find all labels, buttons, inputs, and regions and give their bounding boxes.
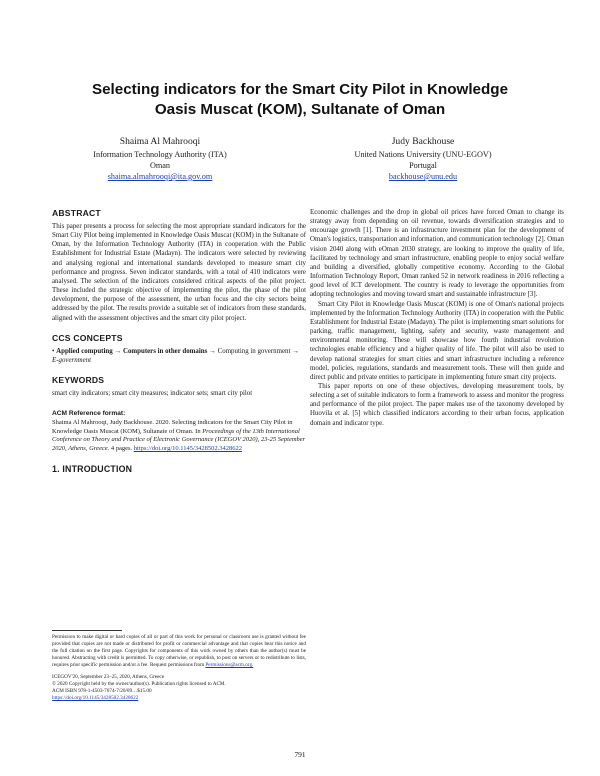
right-column	[310, 208, 564, 428]
ccs-term-computers-other-domains: Computers in other domains	[123, 347, 208, 355]
acm-ref-pages: 4 pages.	[110, 445, 133, 453]
ccs-bullet: •	[52, 347, 55, 355]
title-line-2: Oasis Muscat (KOM), Sultanate of Oman	[154, 101, 446, 118]
author-country: Portugal	[409, 161, 437, 170]
author-affiliation: United Nations University (UNU-EGOV)	[354, 150, 492, 159]
page-number: 791	[294, 750, 306, 759]
conference-line: ICEGOV'20, September 23–25, 2020, Athens, Greece	[52, 674, 165, 680]
author-email-link[interactable]: shaima.almahrooqi@ita.gov.om	[107, 172, 213, 181]
title-line-1: Selecting indicators for the Smart City Pilot in Knowledge	[91, 81, 509, 98]
permission-notice	[52, 634, 306, 669]
copyright-line: © 2020 Copyright held by the owner/author(s). Publication rights licensed to ACM.	[52, 681, 226, 687]
left-column	[52, 208, 306, 478]
ccs-arrow: →	[209, 347, 216, 355]
author-affiliation: Information Technology Authority (ITA)	[93, 150, 227, 159]
ccs-concepts	[52, 347, 306, 365]
introduction-heading: 1. INTRODUCTION	[52, 463, 133, 474]
permission-email-link[interactable]: Permissions@acm.org.	[205, 662, 254, 668]
acm-ref-part1: Shaima Al Mahrooqi, Judy Backhouse. 2020. Selecting indicators for the Smart City Pilot in Knowledge Oasis Muscat (KOM), Sultanate of Oman. In	[52, 419, 293, 435]
intro-paragraph-2: Smart City Pilot in Knowledge Oasis Muscat (KOM) is one of Oman's national projects implemented by the Information Technology Authority (ITA) in cooperation with the Public Establishment for Industrial Estate (Madayn). The pilot is implementing smart solutions for parking, traffic management, lighting, safety and security, waste management and environmental monitoring. These will showcase how fourth industrial revolution technologies enable efficiency and a higher quality of life. The pilot will also be used to develop national strategies for smart cities and smart infrastructure including a reference model, policies, regulations, standards and measurement tools. These will then guide and direct public and private entities to participate in implementing future smart city projects.	[310, 300, 564, 381]
author-email-link[interactable]: backhouse@unu.edu	[388, 172, 458, 181]
intro-paragraph-3: This paper reports on one of these objectives, developing measurement tools, by selecting a set of suitable indicators to form a framework to assess and monitor the progress and performance of the pilot project. The paper makes use of the taxonomy developed by Huovila et al. [5] which classified indicators according to their urban focus, application domain and indicator type.	[310, 382, 564, 427]
author-name: Judy Backhouse	[391, 136, 455, 147]
ccs-heading: CCS CONCEPTS	[52, 332, 123, 343]
acm-ref-doi-link[interactable]: https://doi.org/10.1145/3428502.3428622	[133, 445, 242, 453]
permission-text: Permission to make digital or hard copies of all or part of this work for personal or classroom use is granted without fee provided that copies are not made or distributed for profit or commercial advantage and that copies bear this notice and the full citation on the first page. Copyrights for components of this work owned by others than the author(s) must be honored. Abstracting with credit is permitted. To copy otherwise, or republish, to post on servers or to redistribute to lists, requires prior specific permission and/or a fee. Request permissions from	[52, 634, 306, 668]
abstract-heading: ABSTRACT	[52, 208, 101, 218]
author-country: Oman	[149, 161, 170, 170]
acm-ref-heading: ACM Reference format:	[52, 410, 126, 418]
ccs-arrow: →	[114, 347, 122, 355]
acm-reference	[52, 410, 306, 453]
author-2	[298, 136, 548, 182]
intro-paragraph-1: Economic challenges and the drop in global oil prices have forced Oman to change its strategy away from depending on oil revenue, towards diversification strategies and to encourage growth [1]. There is an infrastructure investment plan for the development of Oman's logistics, transportation and information, and communication technology [2]. Oman vision 2040 along with eOman 2030 strategy, are looking to improve the quality of life, facilitated by technology and smart infrastructure, enabling people to enjoy social welfare and building a diversified, globally competitive economy. According to the Global Information Technology Report, Oman ranked 52 in network readiness in 2016 reflecting a good level of ICT development. The country is ready to leverage the opportunities from adopting technologies and moving toward smart and sustainable infrastructure [3].	[310, 209, 564, 299]
copyright-block	[52, 674, 306, 702]
first-page-footnote	[52, 630, 306, 702]
isbn-line: ACM ISBN 978-1-4503-7674-7/20/09…$15.00	[52, 688, 152, 694]
ccs-arrow: →	[292, 347, 300, 355]
ccs-term-computing-government: Computing in government	[217, 347, 291, 355]
paper-title	[40, 80, 560, 120]
ccs-term-e-government: E-government	[52, 356, 92, 364]
acm-ref-proceedings: Proceedings of the 13th International Conference on Theory and Practice of Electronic Governance (ICEGOV 2020), 23-25 September 2020, Athens, Greece.	[52, 427, 306, 453]
footer-doi-link[interactable]: https://doi.org/10.1145/3428502.3428622	[52, 695, 139, 701]
ccs-term-applied-computing: Applied computing	[56, 347, 113, 355]
keywords-heading: KEYWORDS	[52, 375, 105, 386]
acm-ref-text	[52, 419, 306, 453]
abstract-text: This paper presents a process for selecting the most appropriate standard indicators for the Smart City Pilot being implemented in Knowledge Oasis Muscat (KOM) in the Sultanate of Oman, by the Information Technology Authority (ITA) in cooperation with the Public Establishment for Industrial Estate (Madayn). The indicators were selected by reviewing and analysing regional and international standards developed to measure smart city performance and progress. Seven indicator standards, with a total of 410 indicators were analysed. The selection of the indicators considered critical aspects of the pilot project. These included the strategic objective of implementing the pilot, the phase of the pilot development, the purpose of the assessment, the urban focus and the city sectors being addressed by the pilot. The results provide a suitable set of indicators from these standards, aligned with the assessment objectives and the smart city pilot project.	[52, 223, 306, 322]
footnote-rule	[52, 630, 122, 631]
author-name: Shaima Al Mahrooqi	[119, 136, 201, 147]
keywords-text: smart city indicators; smart city measures; indicator sets; smart city pilot	[52, 390, 253, 398]
author-1	[35, 136, 285, 182]
